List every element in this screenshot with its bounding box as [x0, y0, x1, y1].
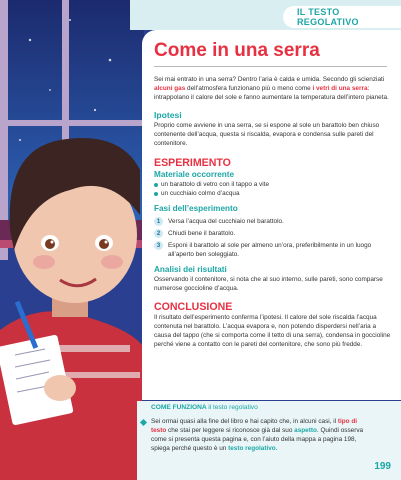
- intro-text-3: : intrappolano il calore del sole e fanno aumentare la temperatura dell’intero pianeta.: [154, 85, 389, 101]
- ipotesi-text: Proprio come avviene in una serra, se si espone al sole un barattolo ben chiuso contenente dell’acqua, questa si riscalda, evapora e condensa sulle pareti del contenitore.: [154, 122, 380, 147]
- intro-highlight-1: alcuni gas: [154, 85, 186, 92]
- section-header: [283, 6, 401, 28]
- step-text: Esponi il barattolo al sole per almeno un’ora, preferibilmente in un luogo all’aperto ben soleggiato.: [168, 242, 372, 258]
- intro-paragraph: [154, 75, 393, 102]
- conclusione-text: Il risultato dell’esperimento conferma l’ipotesi. Il calore del sole riscalda l’acqua contenuta nel barattolo. L’acqua evapora e, non potendo disperdersi nell’aria a causa del tappo (che si comporta come il tetto di una serra), condensa in goccioline perché viene a contatto con le pareti del contenitore, che sono più fredde.: [154, 314, 391, 348]
- box-keyword-3: testo regolativo: [228, 445, 276, 452]
- content-panel: [142, 30, 401, 400]
- step-number: 2: [154, 229, 163, 238]
- step-item: [154, 217, 393, 226]
- page-number: 199: [374, 461, 391, 472]
- box-heading: [137, 401, 401, 415]
- esperimento-heading: ESPERIMENTO: [154, 157, 231, 169]
- box-text: [151, 417, 373, 453]
- materials-heading: Materiale occorrente: [154, 170, 235, 179]
- box-text-1: Sei ormai quasi alla fine del libro e hai capito che, in alcuni casi, il: [151, 418, 338, 425]
- box-keyword-1: tipo di testo: [151, 418, 358, 434]
- step-item: [154, 229, 393, 238]
- box-text-3: . Quindi osserva come si presenta questa pagina e, con l’aiuto della mappa a pagina 198, spiega perché questo è un: [151, 427, 364, 452]
- step-number: 1: [154, 217, 163, 226]
- box-text-4: .: [275, 445, 278, 452]
- box-text-2: che stai per leggere si riconosce già dal suo: [166, 427, 295, 434]
- intro-text-1: Sei mai entrato in una serra? Dentro l’aria è calda e umida. Secondo gli scienziati: [154, 76, 385, 83]
- step-number: 3: [154, 241, 163, 250]
- materials-list: [154, 180, 393, 198]
- box-heading-subtitle: il testo regolativo: [208, 404, 258, 411]
- section-label: IL TESTO REGOLATIVO: [297, 7, 359, 27]
- page-title: Come in una serra: [154, 40, 320, 61]
- box-heading-title: COME FUNZIONA: [151, 404, 207, 411]
- list-item: un cucchiaio colmo d’acqua: [154, 189, 393, 198]
- list-item: un barattolo di vetro con il tappo a vite: [154, 180, 393, 189]
- box-keyword-2: aspetto: [294, 427, 317, 434]
- step-item: [154, 241, 393, 259]
- step-text: Versa l’acqua del cucchiaio nel barattolo.: [168, 218, 284, 225]
- analysis-heading: Analisi dei risultati: [154, 265, 227, 274]
- intro-highlight-2: i vetri di una serra: [312, 85, 368, 92]
- title-divider: [154, 66, 387, 67]
- ipotesi-heading: Ipotesi: [154, 110, 182, 120]
- step-text: Chiudi bene il barattolo.: [168, 230, 236, 237]
- come-funziona-box: [137, 401, 401, 480]
- conclusione-heading: CONCLUSIONE: [154, 301, 233, 313]
- steps-heading: Fasi dell’esperimento: [154, 204, 238, 213]
- intro-text-2: dell’atmosfera funzionano più o meno come: [185, 85, 313, 92]
- diamond-bullet-icon: [140, 419, 147, 426]
- analysis-text: Osservando il contenitore, si nota che al suo interno, sulle pareti, sono comparse numerose goccioline d’acqua.: [154, 276, 383, 292]
